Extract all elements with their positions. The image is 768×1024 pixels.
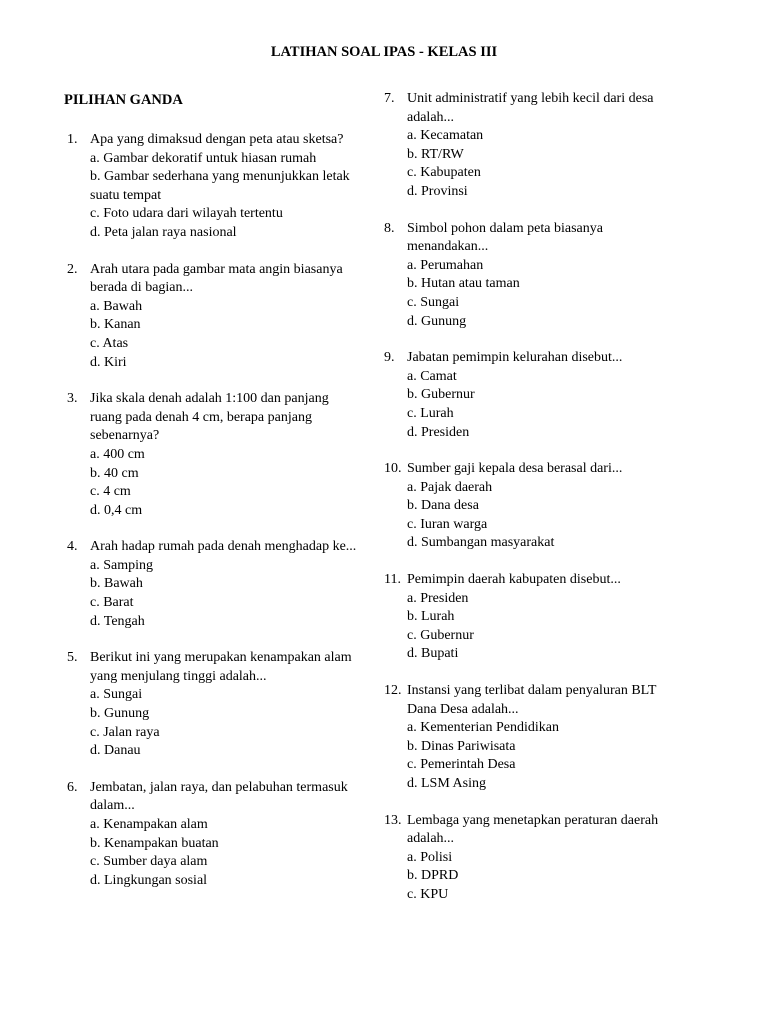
- question-number: 7.: [384, 91, 395, 106]
- answer-option: a. 400 cm: [90, 446, 145, 462]
- answer-option: a. Pajak daerah: [407, 479, 493, 495]
- question-number: 6.: [67, 779, 78, 795]
- question-number: 3.: [67, 391, 78, 407]
- answer-option: c. Kabupaten: [407, 165, 481, 181]
- answer-option: c. Sungai: [407, 294, 460, 310]
- question-number: 12.: [384, 683, 402, 699]
- question-number: 8.: [384, 220, 395, 236]
- answer-option: c. Foto udara dari wilayah tertentu: [90, 206, 283, 222]
- question-text: Arah hadap rumah pada denah menghadap ke...: [90, 539, 357, 555]
- answer-option: b. Gunung: [90, 706, 150, 722]
- answer-option: d. Danau: [90, 743, 141, 759]
- answer-option: d. 0,4 cm: [90, 502, 143, 518]
- question-text: Simbol pohon dalam peta biasanya menandakan...: [407, 220, 603, 255]
- answer-option: d. Bupati: [407, 646, 459, 662]
- question-number: 1.: [67, 132, 78, 147]
- answer-option: b. Bawah: [90, 576, 143, 592]
- answer-option: b. Gambar sederhana yang menunjukkan letak suatu tempat: [90, 169, 350, 203]
- question-text: Berikut ini yang merupakan kenampakan alam yang menjulang tinggi adalah...: [90, 650, 352, 684]
- answer-option: a. Polisi: [407, 849, 453, 865]
- question-item: [64, 649, 364, 761]
- question-number: 11.: [384, 572, 401, 588]
- question-text: Sumber gaji kepala desa berasal dari...: [407, 461, 623, 477]
- question-text: Lembaga yang menetapkan peraturan daerah adalah...: [407, 812, 659, 847]
- answer-option: a. Perumahan: [407, 257, 484, 273]
- question-number: 13.: [384, 812, 402, 828]
- question-item: [381, 682, 671, 794]
- question-text: Arah utara pada gambar mata angin biasanya berada di bagian...: [90, 261, 343, 296]
- answer-option: b. RT/RW: [407, 146, 464, 162]
- answer-option: b. Hutan atau taman: [407, 276, 520, 292]
- answer-option: a. Kementerian Pendidikan: [407, 720, 560, 736]
- answer-option: c. 4 cm: [90, 484, 131, 500]
- answer-option: b. Kanan: [90, 317, 141, 333]
- question-item: [381, 220, 671, 332]
- answer-option: b. Dinas Pariwisata: [407, 738, 516, 754]
- question-item: [64, 131, 364, 243]
- answer-option: b. Lurah: [407, 609, 455, 625]
- answer-option: c. Gubernur: [407, 627, 474, 643]
- question-item: [64, 261, 364, 373]
- answer-option: a. Bawah: [90, 298, 143, 314]
- answer-option: c. KPU: [407, 886, 449, 902]
- question-item: [381, 349, 671, 442]
- section-heading: PILIHAN GANDA: [64, 92, 183, 108]
- left-column: [64, 90, 364, 908]
- answer-option: a. Kecamatan: [407, 128, 484, 144]
- answer-option: d. Peta jalan raya nasional: [90, 224, 237, 240]
- answer-option: d. Kiri: [90, 354, 127, 370]
- answer-option: a. Presiden: [407, 590, 469, 606]
- question-number: 9.: [384, 350, 395, 366]
- answer-option: a. Camat: [407, 368, 457, 384]
- question-text: Jabatan pemimpin kelurahan disebut...: [407, 350, 623, 366]
- question-item: [64, 779, 364, 891]
- answer-option: b. DPRD: [407, 868, 459, 884]
- answer-option: c. Atas: [90, 335, 129, 351]
- answer-option: b. Gubernur: [407, 387, 475, 403]
- question-text: Jika skala denah adalah 1:100 dan panjang ruang pada denah 4 cm, berapa panjang sebenarnya?: [90, 391, 329, 444]
- answer-option: a. Gambar dekoratif untuk hiasan rumah: [90, 150, 317, 166]
- answer-option: a. Samping: [90, 557, 153, 573]
- question-item: [381, 571, 671, 664]
- question-number: 4.: [67, 539, 78, 555]
- answer-option: d. LSM Asing: [407, 776, 486, 791]
- question-text: Jembatan, jalan raya, dan pelabuhan termasuk dalam...: [90, 779, 348, 814]
- question-list-right: [381, 90, 671, 905]
- answer-option: d. Gunung: [407, 313, 467, 329]
- answer-option: a. Kenampakan alam: [90, 817, 208, 832]
- question-text: Instansi yang terlibat dalam penyaluran BLT Dana Desa adalah...: [407, 683, 657, 717]
- answer-option: c. Iuran warga: [407, 516, 488, 532]
- answer-option: d. Provinsi: [407, 183, 468, 199]
- question-item: [64, 538, 364, 631]
- answer-option: d. Lingkungan sosial: [90, 872, 208, 888]
- question-number: 5.: [67, 650, 78, 666]
- answer-option: d. Presiden: [407, 424, 470, 440]
- answer-option: c. Lurah: [407, 405, 454, 421]
- answer-option: c. Jalan raya: [90, 724, 160, 740]
- question-number: 10.: [384, 461, 402, 477]
- question-text: Unit administratif yang lebih kecil dari desa adalah...: [407, 91, 654, 125]
- page-title: LATIHAN SOAL IPAS - KELAS III: [270, 44, 498, 60]
- question-item: [381, 812, 671, 905]
- right-column: [381, 90, 671, 923]
- answer-option: d. Sumbangan masyarakat: [407, 535, 555, 551]
- question-text: Apa yang dimaksud dengan peta atau sketsa?: [90, 132, 344, 147]
- answer-option: b. Dana desa: [407, 498, 479, 514]
- answer-option: c. Sumber daya alam: [90, 854, 208, 870]
- question-list-left: [64, 131, 364, 890]
- question-item: [64, 390, 364, 520]
- answer-option: d. Tengah: [90, 613, 145, 629]
- question-item: [381, 90, 671, 202]
- question-item: [381, 460, 671, 553]
- answer-option: c. Pemerintah Desa: [407, 757, 516, 773]
- question-text: Pemimpin daerah kabupaten disebut...: [407, 572, 621, 588]
- question-number: 2.: [67, 261, 78, 277]
- answer-option: a. Sungai: [90, 687, 143, 703]
- answer-option: b. Kenampakan buatan: [90, 835, 219, 851]
- answer-option: b. 40 cm: [90, 465, 139, 481]
- answer-option: c. Barat: [90, 595, 134, 611]
